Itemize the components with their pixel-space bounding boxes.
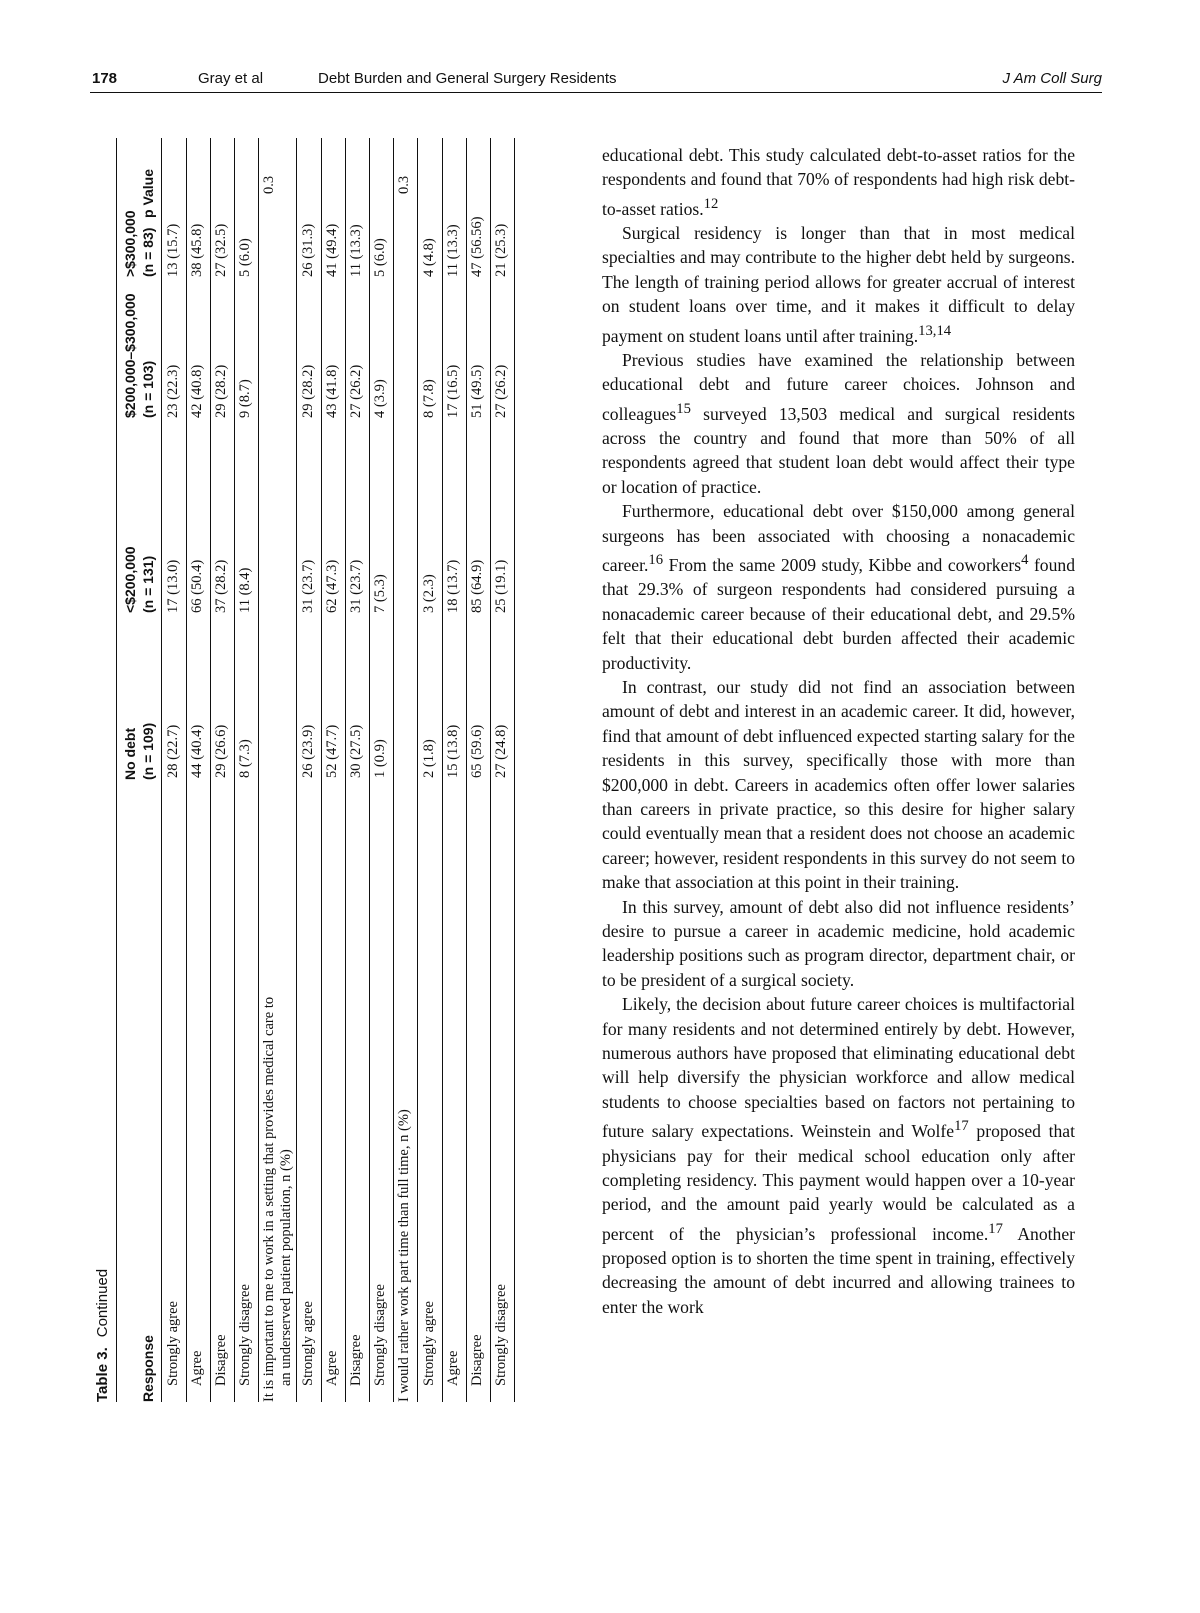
- section-p-value: 0.3: [261, 175, 277, 194]
- reference-superscript: 17: [954, 1118, 969, 1135]
- col-header-over-300k: >$300,000 (n = 83): [122, 210, 156, 277]
- col-header-200k-300k: $200,000–$300,000 (n = 103): [122, 293, 156, 418]
- table-row: Strongly agree 2 (1.8) 3 (2.3) 8 (7.8) 4 (4.8): [418, 138, 443, 1402]
- section-p-value: 0.3: [396, 175, 412, 194]
- table-row: Agree 44 (40.4) 66 (50.4) 42 (40.8) 38 (45.8): [186, 138, 211, 1402]
- paragraph: Previous studies have examined the relationship between educational debt and future career choices. Johnson and colleagues$^{15}$ surveyed 13,503 medical and surgical residents across the country and found that more than 50% of all respondents agreed that student loan debt would affect their type or location of practice.: [602, 349, 1075, 497]
- section-question: It is important to me to work in a setting that provides medical care to an underserved patient population, n (%): [261, 996, 294, 1402]
- table-row: Strongly disagree 1 (0.9) 7 (5.3) 4 (3.9) 5 (6.0): [369, 138, 394, 1402]
- paragraph: In this survey, amount of debt also did not influence residents’ desire to pursue a career in academic medicine, hold academic leadership positions such as program director, department chair, or to be president of a surgical society.: [602, 896, 1075, 990]
- table-row: Disagree 65 (59.6) 85 (64.9) 51 (49.5) 47 (56.56): [466, 138, 491, 1402]
- reference-superscript: 15: [676, 400, 691, 417]
- table-row: Agree 15 (13.8) 18 (13.7) 17 (16.5) 11 (13.3): [442, 138, 467, 1402]
- paragraph: Likely, the decision about future career choices is multifactorial for many residents and not determined entirely by debt. However, numerous authors have proposed that eliminating educational debt will help diversify the physician workforce and allow medical students to choose specialties based on factors not pertaining to future salary expectations. Weinstein and Wolfe$^{17}$ proposed that physicians pay for their medical school education only after completing residency. This payment would happen over a 10-year period, and the amount paid yearly would be calculated as a percent of the physician’s professional income.$^{17}$ Another proposed option is to shorten the time spent in training, effectively decreasing the amount of debt incurred and allowing trainees to enter the work: [602, 994, 1075, 1317]
- table-row: Strongly agree 26 (23.9) 31 (23.7) 29 (28.2) 26 (31.3): [297, 138, 322, 1402]
- running-authors: Gray et al: [198, 70, 264, 87]
- reference-superscript: 17: [988, 1220, 1003, 1237]
- table-caption-text: Continued: [94, 1268, 111, 1338]
- col-header-response: Response: [140, 1335, 156, 1402]
- table-section-part-time: [393, 138, 418, 1402]
- table-row: Agree 52 (47.7) 62 (47.3) 43 (41.8) 41 (49.4): [321, 138, 346, 1402]
- table-row: Disagree 29 (26.6) 37 (28.2) 29 (28.2) 27 (32.5): [210, 138, 235, 1402]
- paragraph: educational debt. This study calculated debt-to-asset ratios for the respondents and found that 70% of respondents had high risk debt-to-asset ratios.$^{12}$: [602, 145, 1075, 219]
- table-3: [82, 138, 547, 1410]
- reference-superscript: 4: [1021, 552, 1029, 569]
- paragraph: In contrast, our study did not find an association between amount of debt and interest in an academic career. It did, however, find that amount of debt influenced expected starting salary for the residents in this survey, specifically those with more than $200,000 in debt. Careers in academics often offer lower salaries than careers in private practice, so this desire for higher salary could eventually mean that a resident does not choose an academic career; however, resident respondents in this survey do not seem to make that association at this point in their training.: [602, 676, 1075, 893]
- table-row: Strongly agree 28 (22.7) 17 (13.0) 23 (22.3) 13 (15.7): [162, 138, 187, 1402]
- col-header-p-value: p Value: [140, 168, 156, 218]
- running-header: [0, 66, 1200, 92]
- table-top-rule: [116, 138, 117, 1402]
- table-caption: [94, 1269, 111, 1402]
- table-caption-label: Table 3.: [94, 1347, 111, 1402]
- page-number: 178: [92, 70, 118, 87]
- body-text-column: [602, 143, 1075, 1319]
- journal-name: J Am Coll Surg: [1002, 70, 1102, 87]
- table-section-underserved: [258, 138, 297, 1402]
- paragraph: Surgical residency is longer than that in most medical specialties and may contribute to the higher debt held by surgeons. The length of training period allows for greater accrual of interest on student loans over time, and it makes it difficult to delay payment on student loans until after training.$^{13,14}$: [602, 223, 1075, 346]
- reference-superscript: 12: [703, 195, 719, 212]
- table-row: Strongly disagree 8 (7.3) 11 (8.4) 9 (8.7) 5 (6.0): [234, 138, 259, 1402]
- paragraph: Furthermore, educational debt over $150,000 among general surgeons has been associated with choosing a nonacademic career.$^{16}$ From the same 2009 study, Kibbe and coworkers$^4$ found that 29.3% of surgeon respondents had considered pursuing a nonacademic career because of their educational debt, and 29.5% felt that their educational debt burden affected their academic productivity.: [602, 501, 1075, 673]
- table-row: Disagree 30 (27.5) 31 (23.7) 27 (26.2) 11 (13.3): [345, 138, 370, 1402]
- table-row: Strongly disagree 27 (24.8) 25 (19.1) 27 (26.2) 21 (25.3): [490, 138, 515, 1402]
- running-title: Debt Burden and General Surgery Residents: [318, 70, 617, 87]
- col-header-under-200k: <$200,000 (n = 131): [122, 546, 156, 613]
- header-rule: [90, 92, 1102, 93]
- reference-superscript: 13,14: [918, 322, 952, 339]
- reference-superscript: 16: [648, 552, 664, 569]
- section-question: I would rather work part time than full time, n (%): [396, 1109, 412, 1402]
- table-rotated-frame: [82, 138, 547, 1410]
- col-header-no-debt: No debt (n = 109): [122, 722, 156, 780]
